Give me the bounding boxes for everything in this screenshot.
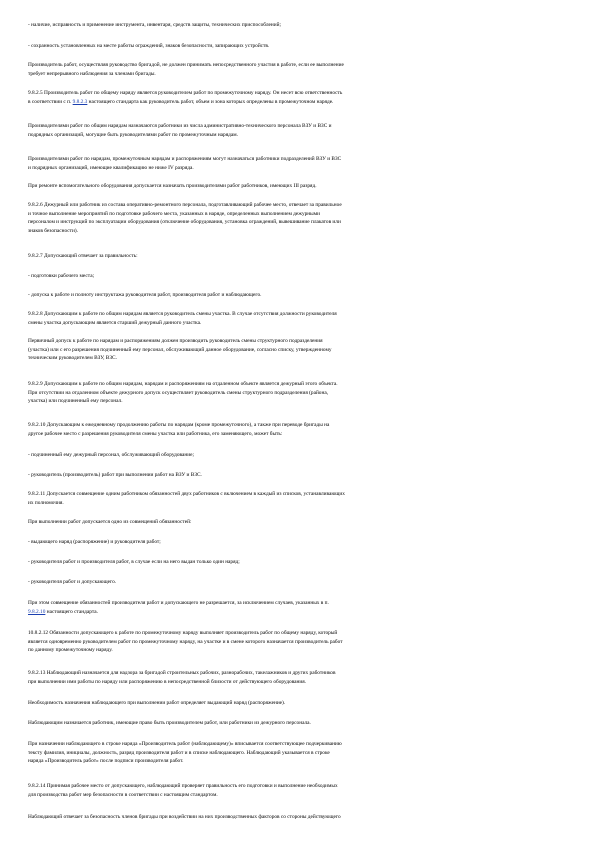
text-line: участка) или подчиненный ему персонал. (28, 398, 123, 405)
text-line: является одновременно руководителем работ по промежуточному наряду, на участке и в смене которого назначается производитель работ (28, 638, 343, 645)
text-line: Первичный допуск к работе по нарядам и распоряжениям должен производить руководитель смены структурного подразделения (28, 338, 323, 344)
paragraph (28, 61, 568, 78)
text-line: их полномочия. (28, 499, 64, 506)
text-line: требует непрерывного наблюдения за членами бригады. (28, 70, 156, 77)
paragraph (28, 122, 568, 139)
paragraph (28, 337, 568, 363)
paragraph (28, 518, 568, 527)
text-line: 9.8.2.14 Принимая рабочее место от допускающего, наблюдающий проверяет правильность его подготовки и выполнение необходимых (28, 783, 338, 789)
cross-reference-link[interactable]: 9.8.2.10 (28, 608, 46, 615)
text-line: в соответствии с п. 9.8.2.3 настоящего стандарта как руководитель работ, объем и зона которых определены в промежуточном наряде. (28, 98, 334, 105)
text-line: 9.8.2.9 Допускающим к работе по общим нарядам, нарядам и распоряжениям на отдаленном объекте является дежурный этого объекта. (28, 381, 338, 387)
text-line: - выдающего наряд (распоряжение) и руководителя работ; (28, 539, 161, 545)
paragraph (28, 538, 568, 547)
text-line: персоналом и инструкций по эксплуатации оборудования (отключение оборудования, установка ограждений, вывешивание плакатов или (28, 219, 341, 226)
text-line: техническим руководителем ВЗУ, ВЗС. (28, 355, 117, 362)
text-line: При выполнении работ допускается одно из совмещений обязанностей: (28, 519, 192, 525)
text-line: 9.8.2.13 Наблюдающий назначается для надзора за бригадой строительных рабочих, разнорабочих, такелажников и других работников (28, 670, 336, 676)
text-line: тексту фамилия, инициалы, должность, разряд производителя работ и в списке наблюдающего. Наблюдающий указывается в строке (28, 749, 330, 756)
paragraph (28, 21, 568, 30)
cross-reference-link[interactable]: 9.8.2.3 (72, 98, 88, 105)
text-line: - руководителя работ и допускающего. (28, 579, 117, 585)
text-line: 9.8.2.8 Допускающим к работе по общим нарядам является руководитель смены участка. В случае отсутствия должности руководителя (28, 311, 337, 317)
text-line: 9.8.2.10 настоящего стандарта. (28, 608, 98, 615)
text-line: Наблюдающий отвечает за безопасность членов бригады при воздействии на них производственных факторов со стороны действующего (28, 814, 341, 820)
paragraph (28, 471, 568, 480)
paragraph (28, 380, 568, 406)
paragraph (28, 201, 568, 235)
paragraph (28, 813, 568, 822)
text-line: При этом совмещение обязанностей производителя работ и допускающего не разрешается, за исключением случаев, указанных в п. (28, 600, 329, 606)
text-line: другое рабочее место с разрешения руководителя смены участка или работника, его заменяющего, может быть: (28, 430, 283, 437)
text-line: знаков безопасности). (28, 227, 78, 234)
paragraph (28, 558, 568, 567)
text-line: и точное выполнение мероприятий по подготовке рабочего места, указанных в наряде, определенных выполнением дежурными (28, 210, 320, 217)
paragraph (28, 740, 568, 766)
text-line: 9.8.2.5 Производитель работ по общему наряду является руководителем работ по промежуточному наряду. Он несет всю ответственность (28, 90, 343, 96)
text-line: При назначении наблюдающего в строке наряда «Производитель работ (наблюдающему)» вписывается соответствующее подчеркиванию (28, 741, 342, 747)
paragraph (28, 629, 568, 655)
paragraph (28, 719, 568, 728)
text-line: Необходимость назначения наблюдающего при выполнении работ определяет выдающий наряд (распоряжение). (28, 700, 286, 706)
text-line: - допуска к работе и полноту инструктажа руководителя работ, производителя работ и наблюдающего. (28, 292, 262, 298)
paragraph (28, 310, 568, 327)
text-line: подрядных организаций, могущие быть руководителями работ по промежуточным нарядам. (28, 131, 238, 138)
paragraph (28, 89, 568, 106)
paragraph (28, 451, 568, 460)
paragraph (28, 42, 568, 51)
paragraph (28, 252, 568, 261)
text-line: Наблюдающим назначается работник, имеющие право быть производителем работ, или работники из дежурного персонала. (28, 720, 311, 726)
text-line: - наличие, исправность и применение инструмента, инвентаря, средств защиты, технических приспособлений; (28, 22, 281, 28)
text-line: Производителями работ по нарядам, промежуточным нарядам и распоряжениям могут назначаться работники подразделений ВЗУ и ВЗС (28, 156, 342, 162)
paragraph (28, 272, 568, 281)
text-line: наряда «Производитель работ» после подписи производителя работ. (28, 758, 184, 765)
text-line: (участка) или с его разрешения подчиненный ему персонал, обслуживающий данное оборудование, согласно списку, утвержденному (28, 346, 332, 353)
paragraph (28, 421, 568, 438)
paragraph (28, 669, 568, 686)
text-line: при выполнении ими работы по наряду или распоряжению в непосредственной близости от действующего оборудования. (28, 678, 307, 685)
text-line: При отсутствии на отдаленном объекте дежурного допуск осуществляет руководитель смены структурного подразделения (района, (28, 389, 329, 396)
text-line: - подготовки рабочего места; (28, 273, 95, 279)
paragraph (28, 782, 568, 799)
paragraph (28, 599, 568, 616)
text-line: При ремонте вспомогательного оборудования допускается назначать производителями работ работников, имеющих III разряд. (28, 183, 317, 189)
text-line: - подчиненный ему дежурный персонал, обслуживающий оборудование; (28, 452, 194, 458)
text-line: Производителями работ по общим нарядам назначаются работники из числа административно-технического персонала ВЗУ и ВЗС и (28, 123, 332, 129)
text-line: 9.8.2.10 Допускающим к ежедневному продолжению работы по нарядам (кроме промежуточного), а также при переводе бригады на (28, 422, 330, 428)
paragraph (28, 182, 568, 191)
text-line: - сохранность установленных на месте работы ограждений, знаков безопасности, запирающих устройств. (28, 43, 270, 49)
paragraph (28, 155, 568, 172)
text-line: - руководителя работ и производителя работ, в случае если на него выдан только один наряд; (28, 559, 240, 565)
paragraph (28, 699, 568, 708)
text-line: смены участка допускающим является старший дежурный данного участка. (28, 319, 202, 326)
text-line: Производитель работ, осуществляя руководство бригадой, не должен принимать непосредственного участия в работе, если ее выполнение (28, 62, 344, 68)
text-line: 10.8.2.12 Обязанности допускающего к работе по промежуточному наряду выполняет производитель работ по общему наряду, который (28, 630, 338, 636)
text-line: 9.8.2.11 Допускается совмещение одним работником обязанностей двух работников с включением в каждый из списков, устанавливающих (28, 491, 345, 497)
paragraph (28, 578, 568, 587)
text-line: - руководитель (производитель) работ при выполнении работ на ВЗУ и ВЗС. (28, 472, 202, 478)
text-line: и подрядных организаций, имеющие квалификацию не ниже IV разряда. (28, 164, 194, 171)
paragraph (28, 490, 568, 507)
text-line: для производства работ мер безопасности в соответствии с настоящим стандартом. (28, 791, 218, 798)
text-line: по данному промежуточному наряду. (28, 647, 113, 654)
text-line: 9.8.2.7 Допускающий отвечает за правильность: (28, 253, 138, 259)
paragraph (28, 291, 568, 300)
text-line: 9.8.2.6 Дежурный или работник из состава оперативно-ремонтного персонала, подготавливающий рабочее место, отвечает за правильное (28, 202, 342, 208)
